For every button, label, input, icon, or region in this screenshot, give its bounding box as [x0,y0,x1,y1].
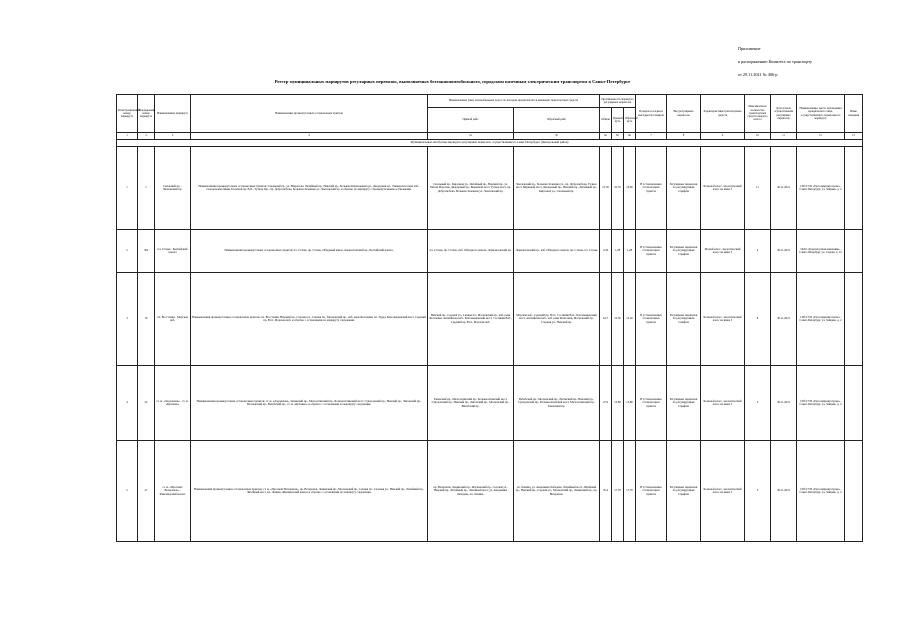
cell-type: Регулярные перевозки по регулируемым тарифам [667,230,701,273]
header-transport-type: Вид регулярных перевозок [667,95,701,133]
cell-date: 30.11.2021 [771,366,797,441]
cell-backward: Лермонтовский пр., наб. Обводного канала, пр. Стачек, пл. Стачек [514,230,600,273]
cell-length-total: 35,4 [600,441,612,542]
table-row [117,366,863,441]
cell-length-total: 27,6 [600,366,612,441]
col-number: 11 [771,133,797,140]
cell-date: 30.11.2021 [771,230,797,273]
header-other: Иные сведения [845,95,863,133]
cell-other [845,441,863,542]
cell-length-forward: 12,50 [612,273,624,366]
cell-name: ст. м. «Ладожская» - ст. м. «Купчино» [155,366,191,441]
cell-carrier: СПб ГУП «Пассажиравтотранс», Санкт-Петербург, ул. Зайцева, д. 2 [797,147,845,230]
cell-length-backward: 13,80 [624,366,636,441]
col-number: 2 [138,133,155,140]
cell-other [845,230,863,273]
cell-vehicle: Большой класс, экологический класс не ниже 5 [701,147,745,230]
col-number: 8 [667,133,701,140]
cell-date: 30.11.2021 [771,273,797,366]
header-carrier: Наименование, место нахождения юридического лица, осуществляющего перевозки по маршруту [797,95,845,133]
col-number: 6в [624,133,636,140]
col-number: 5а [428,133,514,140]
cell-count: 11 [745,147,771,230]
header-reg-number: Регистрационный номер маршрута [117,95,138,133]
header-stops: Наименование промежуточных остановочных пунктов [191,95,428,133]
header-streets-group: Наименование улиц, автомобильных дорог, по которым предполагается движение транспортных средств [428,95,600,108]
cell-name: ст. м. «Проспект Ветеранов» - Финляндский вокзал [155,441,191,542]
header-vehicle-count: Максимальное количество транспортных средств каждого класса [745,95,771,133]
cell-order: В установленных остановочных пунктах [636,273,667,366]
col-number: 3 [155,133,191,140]
col-number: 6а [600,133,612,140]
cell-backward: пл. Ленина, ул. Академика Лебедева, Литейный мост, Литейный пр., Невский пр., Садовая ул., Московский пр., Ленинский пр., пр. Ветеранов. [514,441,600,542]
cell-forward: Смольный пр., Кирочная ул., Литейный пр., Невский пр., ул. Малая Морская, Дворцовый пр., Биржевой мост, Тучков мост, пр. Добролюбова, Большая Зеленина ул., Чкаловский пр. [428,147,514,230]
col-number: 13 [845,133,863,140]
cell-length-forward: 13,80 [612,366,624,441]
cell-length-forward: 17,70 [612,441,624,542]
col-number: 7 [636,133,667,140]
cell-stops: Наименования промежуточных остановочных пунктов; пл. Восстания, Невский пр., Садовая ул., Сенная пл., Московский пр., наб. реки Фонтанки, пл. Труда, Благовещенский мост, Средний пр. В.О., Морская наб. и обратно с остановками по маршруту следования. [191,273,428,366]
header-route-name: Наименование маршрута [155,95,191,133]
cell-reg: 1 [117,147,138,230]
cell-vehicle: Большой класс, экологический класс не ниже 5 [701,441,745,542]
cell-other [845,147,863,230]
cell-stops: Наименования промежуточных остановочных пунктов; ст. м. «Ладожская», Заневский пр., Малоохтинский пр., Большеохтинский мост, Суворовский пр., Невский пр., Лиговский пр., Московский пр., Витебский пр., ст. м. «Купчино» и обратно с остановками по маршруту следования. [191,366,428,441]
cell-stops: Наименования промежуточных остановочных пунктов; Смольный пр., ул. Некрасова, Литейный пр., Невский пр., Большая Конюшенная ул., Дворцовая пл., Университетская наб., Съездовская линия, Большой пр. В.О., Тучков пер., пр. Добролюбова, Большая Зеленина ул., Чкаловский пр. и обратно по маршруту с промежуточными остановками. [191,147,428,230]
cell-reg: 2 [117,230,138,273]
cell-stops: Наименования промежуточных остановочных пунктов; ст. м. «Проспект Ветеранов», пр. Ветеранов, Ленинский пр., Московский пр., Сенная пл., Садовая ул., Невский пр., Литейный пр., Литейный мост, пл. Ленина, Финляндский вокзал и обратно с остановками по маршруту следования. [191,441,428,542]
cell-length-total: 24,7 [600,273,612,366]
cell-count: 4 [745,230,771,273]
annex-block [738,42,898,81]
col-number: 10 [745,133,771,140]
document-title: Реестр муниципальных маршрутов регулярных перевозок, выполняемых безтакнопомеобильного, городским наземным электрическим транспортом в Санкт-Петербурге [274,79,631,84]
col-number: 4 [191,133,428,140]
cell-other [845,273,863,366]
cell-vehicle: Большой класс, экологический класс не ниже 5 [701,366,745,441]
header-start-date: Дата начала осуществления регулярных перевозок [771,95,797,133]
section-row [117,140,863,147]
cell-backward: Чкаловский пр., Большая Зеленина ул., пр. Добролюбова, Тучков мост, Биржевой мост, Дворцовый пр., Невский пр., Литейный пр., Кирочная ул., Смольный пр. [514,147,600,230]
table-row [117,273,863,366]
cell-vehicle: Малый класс, экологический класс не ниже 5 [701,230,745,273]
header-length-group: Протяженность маршрута регулярных перевозок [600,95,636,108]
cell-order: В установленных остановочных пунктах [636,147,667,230]
cell-vehicle: Большой класс, экологический класс не ниже 5 [701,273,745,366]
cell-forward: пр. Ветеранов, Ленинский пр., Московский пр., Садовая ул., Невский пр., Литейный пр., Литейный мост, ул. Академика Лебедева, пл. Ленина. [428,441,514,542]
cell-num: 22 [138,366,155,441]
cell-order: В установленных остановочных пунктах [636,366,667,441]
cell-other [845,366,863,441]
cell-num: 27 [138,441,155,542]
cell-length-forward: 10,70 [612,147,624,230]
col-number: 9 [701,133,745,140]
header-boarding-order: Порядок посадки и высадки пассажиров [636,95,667,133]
col-number: 5б [514,133,600,140]
cell-reg: 5 [117,441,138,542]
cell-carrier: СПб ГУП «Пассажиравтотранс», Санкт-Петербург, ул. Зайцева, д. 2 [797,273,845,366]
cell-forward: пл. Стачек, пр. Стачек, наб. Обводного канала, Лермонтовский пр. [428,230,514,273]
cell-carrier: СПб ГУП «Пассажиравтотранс», Санкт-Петербург, ул. Зайцева, д. 2 [797,441,845,542]
cell-num: 3М [138,230,155,273]
header-forward: Прямой рейс [428,108,514,133]
cell-num: 1 [138,147,155,230]
cell-order: В установленных остановочных пунктах [636,441,667,542]
section-title: Муниципальные автобусные маршруты регулярных перевозок, осуществляемых в Санкт-Петербурге (Центральный район) [117,140,863,147]
header-length-forward: Прямой путь [612,108,624,133]
cell-name: Смольный пр. - Чкаловский пр. [155,147,191,230]
cell-length-backward: 10,60 [624,147,636,230]
cell-count: 3 [745,441,771,542]
cell-carrier: СПб ГУП «Пассажиравтотранс», Санкт-Петербург, ул. Зайцева, д. 2 [797,366,845,441]
col-number: 1 [117,133,138,140]
cell-count: 5 [745,366,771,441]
header-length-backward: Обратный путь [624,108,636,133]
table-row [117,230,863,273]
register-table [116,94,863,542]
annex-line-3: от 29.11.2021 № 406-р [738,72,778,77]
cell-type: Регулярные перевозки по регулируемым тарифам [667,366,701,441]
cell-name: пл. Стачек - Балтийский вокзал [155,230,191,273]
header-backward: Обратный рейс [514,108,600,133]
column-numbers-row [117,133,863,140]
cell-length-backward: 12,20 [624,273,636,366]
cell-count: 8 [745,273,771,366]
cell-name: пл. Восстания - Морская наб. [155,273,191,366]
cell-date: 30.11.2021 [771,147,797,230]
table-row [117,441,863,542]
cell-num: 10 [138,273,155,366]
cell-forward: Невский пр., Садовая ул., Сенная пл., Московский пр., наб. реки Фонтанки, Английская наб., Благовещенский мост, 7-я линия В.О., Средний пр. В.О., Морская наб. [428,273,514,366]
cell-date: 30.11.2021 [771,441,797,542]
cell-length-total: 21,30 [600,147,612,230]
header-order-number: Порядковый номер маршрута [138,95,155,133]
annex-line-2: к распоряжению Комитета по транспорту [738,59,813,64]
col-number: 12 [797,133,845,140]
cell-length-backward: 17,70 [624,441,636,542]
cell-order: В установленных остановочных пунктах [636,230,667,273]
cell-forward: Заневский пр., Малоохтинский пр., Большеохтинский мост, Суворовский пр., Невский пр., Лиговский пр., Московский пр., Витебский пр. [428,366,514,441]
cell-carrier: ООО «Транспортная компания», Санкт-Петербург, ул. Седова, д. 12 [797,230,845,273]
cell-length-forward: 1,28 [612,230,624,273]
header-length-total: Общая [600,108,612,133]
col-number: 6б [612,133,624,140]
cell-length-total: 2,56 [600,230,612,273]
cell-backward: Морская наб., Средний пр. В.О., 7-я линия В.О., Благовещенский мост, Английская наб., наб. реки Фонтанки, Московский пр., Садовая ул., Невский пр. [514,273,600,366]
header-vehicle-characteristics: Характеристики транспортных средств [701,95,745,133]
cell-backward: Витебский пр., Московский пр., Лиговский пр., Невский пр., Суворовский пр., Большеохтинский мост, Малоохтинский пр., Заневский пр. [514,366,600,441]
cell-reg: 4 [117,366,138,441]
cell-type: Регулярные перевозки по регулируемым тарифам [667,273,701,366]
annex-line-1: Приложение [738,46,761,51]
header-row-1 [117,95,863,108]
cell-type: Регулярные перевозки по регулируемым тарифам [667,441,701,542]
cell-length-backward: 1,28 [624,230,636,273]
cell-reg: 3 [117,273,138,366]
table-row [117,147,863,230]
cell-stops: Наименования промежуточных остановочных пунктов; пл. Стачек, пр. Стачек, Обводный канал, Лермонтовский пр., Балтийский вокзал. [191,230,428,273]
cell-type: Регулярные перевозки по регулируемым тарифам [667,147,701,230]
